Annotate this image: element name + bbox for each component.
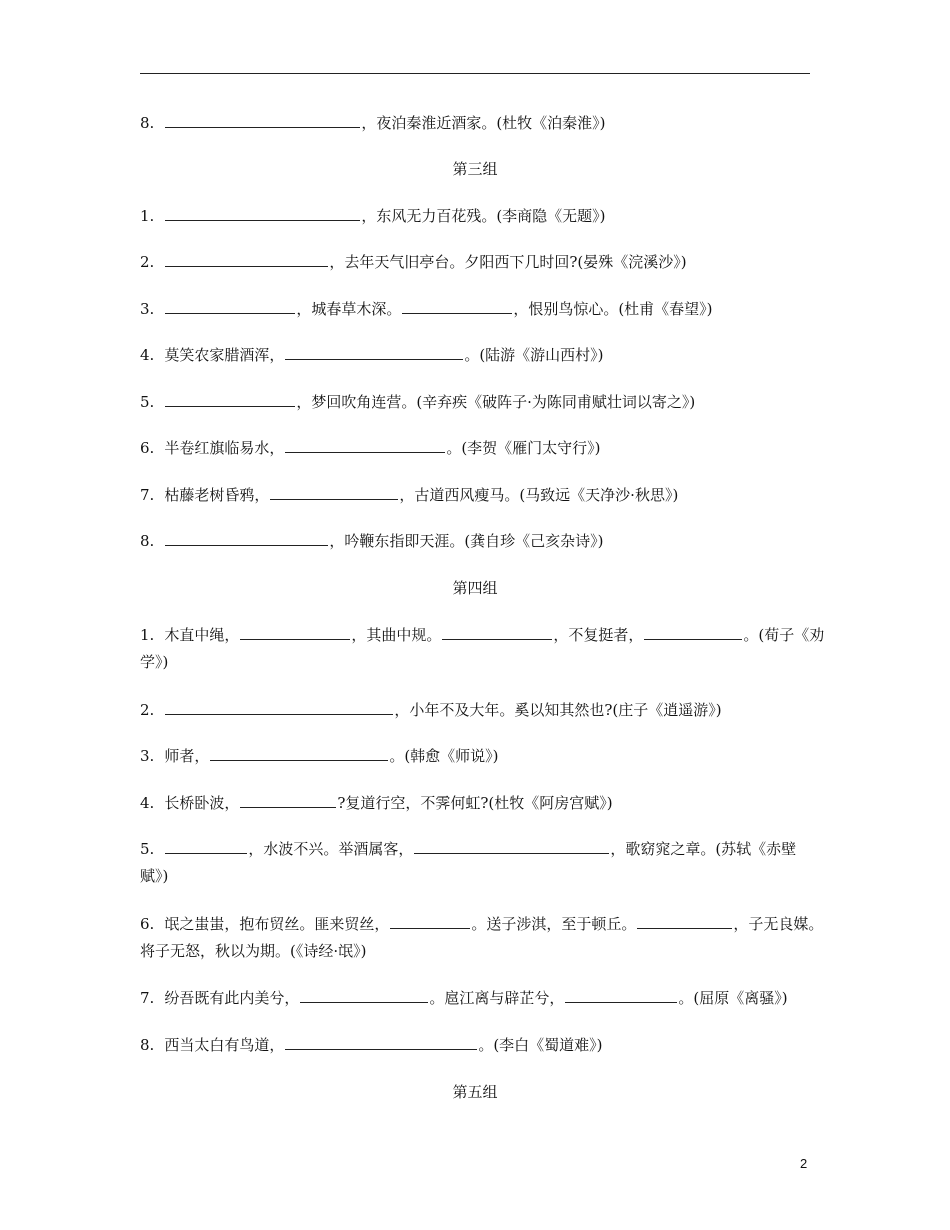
question-line: 2. ，小年不及大年。奚以知其然也?(庄子《逍遥游》) [140,696,815,724]
answer-blank[interactable] [240,791,336,808]
question-line: 7. 纷吾既有此内美兮， 。扈江离与辟芷兮， 。(屈原《离骚》) [140,984,815,1012]
question-line-continuation: 将子无怒，秋以为期。(《诗经·氓》) [140,942,367,960]
answer-blank[interactable] [270,483,398,500]
answer-blank[interactable] [285,1033,477,1050]
question-line: 8. 西当太白有鸟道， 。(李白《蜀道难》) [140,1031,815,1059]
answer-blank[interactable] [165,390,295,407]
question-line: 6. 半卷红旗临易水， 。(李贺《雁门太守行》) [140,434,815,462]
question-line: 4. 莫笑农家腊酒浑， 。(陆游《游山西村》) [140,341,815,369]
answer-blank[interactable] [165,698,393,715]
question-line: 7. 枯藤老树昏鸦， ，古道西风瘦马。(马致远《天净沙·秋思》) [140,481,815,509]
answer-blank[interactable] [165,837,247,854]
question-line: 4. 长桥卧波， ?复道行空，不霁何虹?(杜牧《阿房宫赋》) [140,789,815,817]
answer-blank[interactable] [565,986,677,1003]
answer-blank[interactable] [240,623,350,640]
answer-blank[interactable] [285,436,445,453]
question-line: 1. 木直中绳， ，其曲中规。 ，不复挺者， 。(荀子《劝 [140,621,815,649]
answer-blank[interactable] [300,986,428,1003]
question-line: 8. ，吟鞭东指即天涯。(龚自珍《己亥杂诗》) [140,527,815,555]
answer-blank[interactable] [442,623,552,640]
question-line: 5. ，水波不兴。举酒属客， ，歌窈窕之章。(苏轼《赤壁 [140,835,815,863]
group-heading: 第五组 [452,1083,498,1101]
answer-blank[interactable] [390,912,470,929]
group-heading: 第三组 [452,160,498,178]
question-line: 5. ，梦回吹角连营。(辛弃疾《破阵子·为陈同甫赋壮词以寄之》) [140,388,815,416]
answer-blank[interactable] [210,744,388,761]
answer-blank[interactable] [165,297,295,314]
question-line: 8. ，夜泊秦淮近酒家。(杜牧《泊秦淮》) [140,109,815,137]
answer-blank[interactable] [165,204,360,221]
question-line: 6. 氓之蚩蚩，抱布贸丝。匪来贸丝， 。送子涉淇，至于顿丘。 ，子无良媒。 [140,910,815,938]
answer-blank[interactable] [165,250,328,267]
answer-blank[interactable] [402,297,512,314]
question-line: 2. ，去年天气旧亭台。夕阳西下几时回?(晏殊《浣溪沙》) [140,248,815,276]
answer-blank[interactable] [414,837,609,854]
question-line: 3. 师者， 。(韩愈《师说》) [140,742,815,770]
group-heading: 第四组 [452,579,498,597]
question-line-continuation: 学》) [140,653,169,671]
question-line-continuation: 赋》) [140,867,169,885]
question-line: 3. ，城春草木深。 ，恨别鸟惊心。(杜甫《春望》) [140,295,815,323]
answer-blank[interactable] [165,111,360,128]
header-rule [140,73,810,74]
page-number: 2 [800,1156,808,1171]
answer-blank[interactable] [285,343,463,360]
answer-blank[interactable] [644,623,742,640]
question-line: 1. ，东风无力百花残。(李商隐《无题》) [140,202,815,230]
answer-blank[interactable] [165,529,328,546]
answer-blank[interactable] [637,912,732,929]
